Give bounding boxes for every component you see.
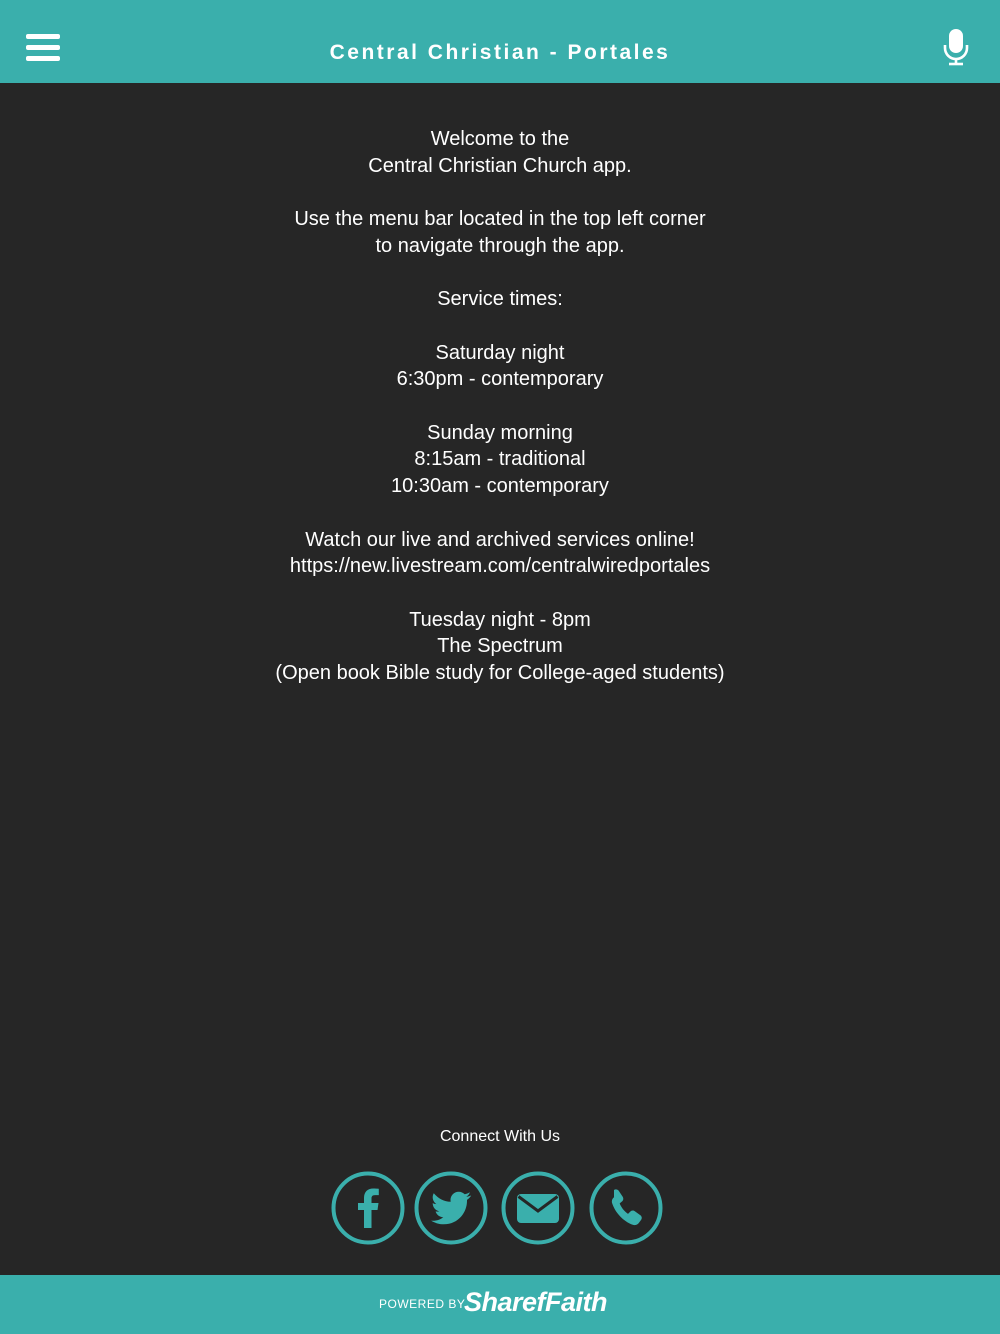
message-line: 10:30am - contemporary [391, 475, 609, 498]
message-line: to navigate through the app. [375, 234, 625, 257]
phone-icon[interactable] [589, 1171, 663, 1245]
message-line [0, 260, 1000, 287]
message-line: (Open book Bible study for College-aged students) [275, 662, 725, 685]
livestream-link[interactable]: https://new.livestream.com/centralwiredportales [289, 555, 711, 578]
message-line [0, 179, 1000, 206]
message-line: Central Christian Church app. [368, 154, 632, 177]
welcome-message [0, 126, 1000, 687]
microphone-icon[interactable] [942, 28, 970, 66]
message-line: Use the menu bar located in the top left corner [294, 208, 706, 231]
connect-label: Connect With Us [439, 1128, 561, 1145]
twitter-icon[interactable] [414, 1171, 488, 1245]
message-line: Saturday night [435, 341, 565, 364]
powered-by-label: POWERED BY [379, 1297, 466, 1311]
message-line: 6:30pm - contemporary [396, 368, 604, 391]
message-line: Welcome to the [430, 128, 570, 150]
message-line: Tuesday night - 8pm [409, 608, 591, 631]
sharefaith-logo[interactable]: SharefFaith [464, 1287, 608, 1317]
message-line: Watch our live and archived services online! [305, 528, 695, 551]
message-line: Service times: [437, 288, 563, 311]
message-line: Sunday morning [427, 421, 573, 444]
message-line [0, 393, 1000, 420]
top-bar [0, 0, 1000, 83]
message-line: The Spectrum [437, 635, 563, 658]
message-line: 8:15am - traditional [414, 448, 586, 471]
message-line [0, 500, 1000, 527]
facebook-icon[interactable] [331, 1171, 405, 1245]
message-line [0, 580, 1000, 607]
app-title: Central Christian - Portales [329, 41, 671, 64]
message-line [0, 313, 1000, 340]
email-icon[interactable] [501, 1171, 575, 1245]
